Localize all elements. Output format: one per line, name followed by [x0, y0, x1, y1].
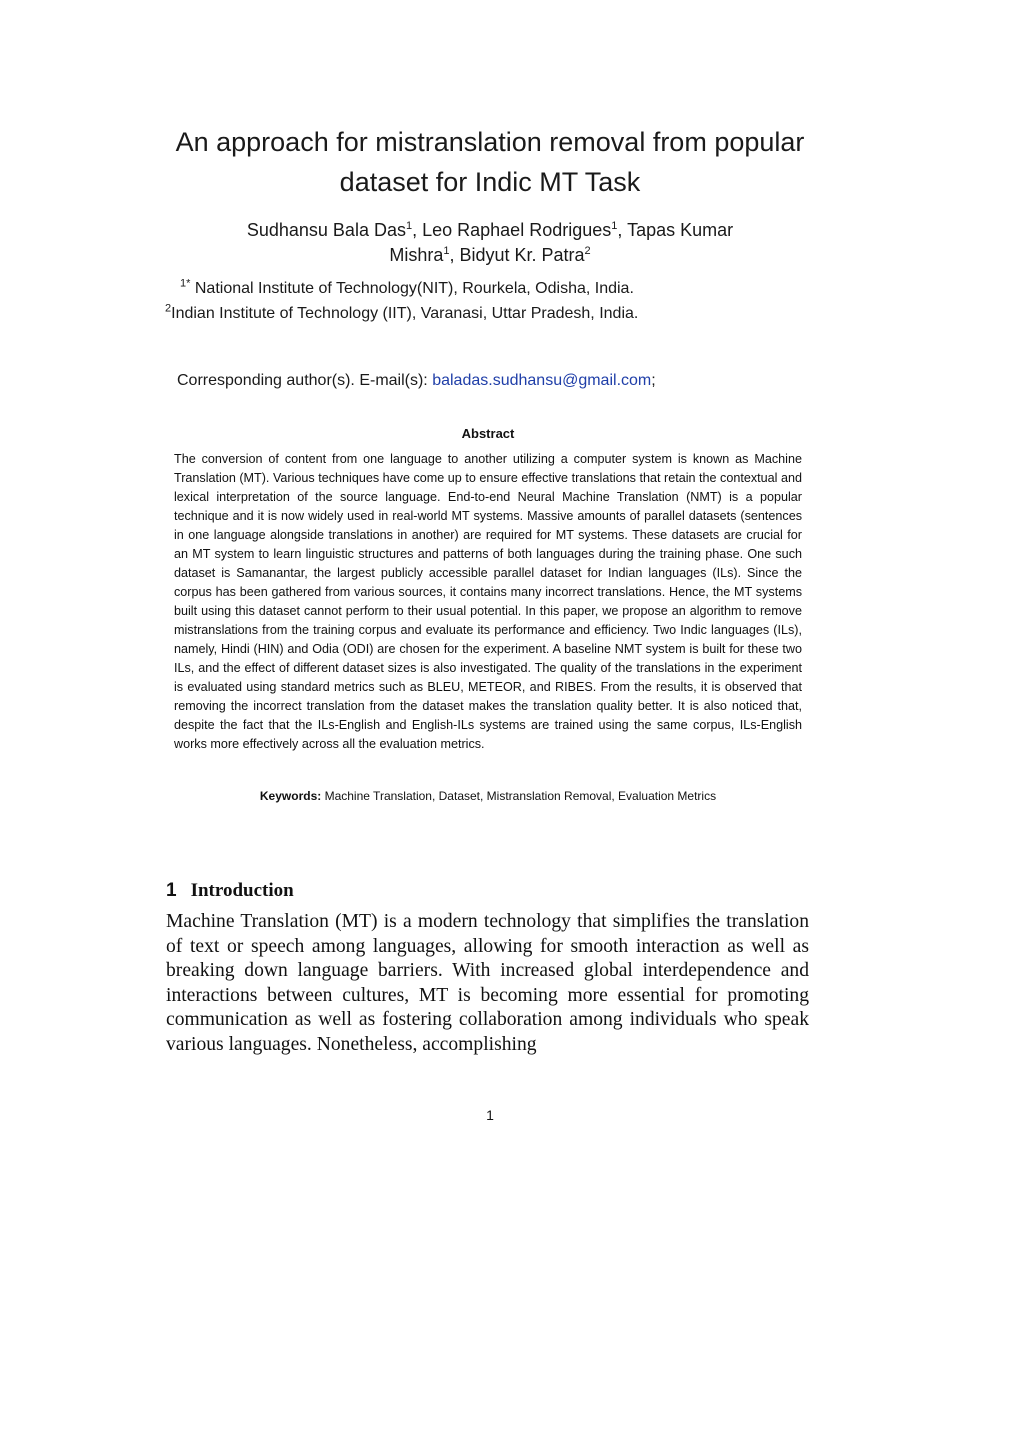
author-affiliation-marker: 1 — [405, 220, 413, 232]
author-name: Leo Raphael Rodrigues — [422, 220, 612, 240]
email-link[interactable]: baladas.sudhansu@gmail.com — [432, 372, 652, 389]
introduction-text: Machine Translation (MT) is a modern technology that simplifies the translation of text or speech among languages, allowing for smooth interaction as well as breaking down language barriers. With increased global interdependence and interactions between cultures, MT is becoming more essential for promoting communication as well as fostering collaboration among individuals who speak various languages. Nonetheless, accomplishing — [166, 911, 809, 1055]
keywords-text: Machine Translation, Dataset, Mistranslation Removal, Evaluation Metrics — [321, 789, 717, 803]
page-number: 1 — [486, 1107, 494, 1123]
author-line-1: Sudhansu Bala Das$^1$, Leo Raphael Rodrigues$^1$, Tapas Kumar — [246, 220, 734, 240]
affiliation-text: Indian Institute of Technology (IIT), Varanasi, Uttar Pradesh, India. — [171, 305, 639, 322]
affiliation-text: National Institute of Technology(NIT), Rourkela, Odisha, India. — [194, 280, 634, 297]
affiliation-1 — [180, 277, 634, 298]
affiliation-2 — [165, 302, 639, 323]
abstract-heading: Abstract — [461, 426, 515, 441]
paper-title: An approach for mistranslation removal from popular dataset for Indic MT Task — [175, 127, 805, 197]
keywords-label: Keywords: — [259, 789, 322, 803]
corresponding-label: Corresponding author(s). E-mail(s): — [177, 372, 433, 389]
corresponding-suffix: ; — [651, 372, 656, 389]
section-title: Introduction — [190, 880, 294, 901]
affiliation-marker: 1* — [180, 277, 191, 290]
corresponding-author — [177, 372, 656, 390]
author-name: Sudhansu Bala Das — [246, 220, 406, 240]
author-list — [180, 218, 800, 268]
author-name: Mishra — [389, 245, 444, 265]
author-affiliation-marker: 1 — [611, 220, 618, 232]
keywords — [174, 789, 802, 803]
author-affiliation-marker: 1 — [443, 245, 450, 257]
author-name: Tapas Kumar — [627, 220, 734, 240]
affiliation-marker: 2 — [165, 302, 172, 315]
section-heading-introduction — [166, 880, 294, 902]
author-affiliation-marker: 2 — [584, 245, 591, 257]
abstract-text: The conversion of content from one language to another utilizing a computer system is known as Machine Translation (MT). Various techniques have come up to ensure effective translations that retain the contextual and lexical interpretation of the source language. End-to-end Neural Machine Translation (NMT) is a popular technique and it is now widely used in real-world MT systems. Massive amounts of parallel datasets (sentences in one language alongside translations in another) are required for MT systems. These datasets are crucial for an MT system to learn linguistic structures and patterns of both languages during the training phase. One such dataset is Samanantar, the largest publicly accessible parallel dataset for Indian languages (ILs). Since the corpus has been gathered from various sources, it contains many incorrect translations. Hence, the MT systems built using this dataset cannot perform to their usual potential. In this paper, we propose an algorithm to remove mistranslations from the training corpus and evaluate its performance and efficiency. Two Indic languages (ILs), namely, Hindi (HIN) and Odia (ODI) are chosen for the experiment. A baseline NMT system is built for these two ILs, and the effect of different dataset sizes is also investigated. The quality of the translations in the experiment is evaluated using standard metrics such as BLEU, METEOR, and RIBES. From the results, it is observed that removing the incorrect translation from the dataset makes the translation quality better. It is also noticed that, despite the fact that the ILs-English and English-ILs systems are trained using the same corpus, ILs-English works more effectively across all the evaluation metrics. — [174, 452, 802, 751]
section-number: 1 — [166, 880, 177, 901]
author-line-2: Mishra$^1$, Bidyut Kr. Patra$^2$ — [389, 245, 591, 265]
author-name: Bidyut Kr. Patra — [459, 245, 585, 265]
